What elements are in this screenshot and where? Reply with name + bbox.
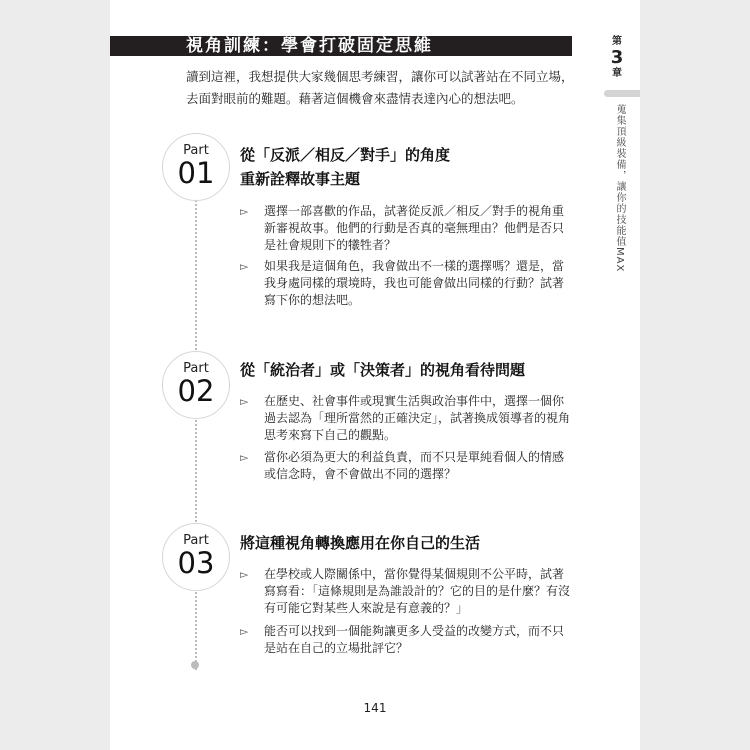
heading-line: 將這種視角轉換應用在你自己的生活 xyxy=(240,534,481,552)
bullet-item xyxy=(240,566,575,617)
arrow-bullet-icon: ▻ xyxy=(240,260,249,273)
part-heading-03 xyxy=(240,531,570,555)
arrow-bullet-icon: ▻ xyxy=(240,395,249,408)
part-label: Part xyxy=(183,361,209,376)
timeline-end-dot xyxy=(191,661,199,669)
heading-line: 從「反派／相反／對手」的角度 xyxy=(240,146,451,164)
arrow-bullet-icon: ▻ xyxy=(240,451,249,464)
arrow-bullet-icon: ▻ xyxy=(240,568,249,581)
part-number: 03 xyxy=(177,546,215,580)
side-chapter-title: 蒐集頂級裝備，讓你的技能值MAX xyxy=(614,104,625,273)
arrow-bullet-icon: ▻ xyxy=(240,625,249,638)
part-label: Part xyxy=(183,533,209,548)
chapter-label-top: 第 xyxy=(612,36,622,47)
arrow-bullet-icon: ▻ xyxy=(240,205,249,218)
part-badge-03 xyxy=(162,523,230,591)
bullet-item xyxy=(240,393,575,444)
bullet-text: 選擇一部喜歡的作品，試著從反派／相反／對手的視角重新審視故事。他們的行動是否真的毫無理由？他們是否只是社會規則下的犧牲者？ xyxy=(264,204,565,252)
heading-line: 從「統治者」或「決策者」的視角看待問題 xyxy=(240,361,526,379)
part-number: 02 xyxy=(177,374,215,408)
bullet-item xyxy=(240,258,575,309)
part-number: 01 xyxy=(177,156,215,190)
bullet-item xyxy=(240,203,575,254)
part-badge-02 xyxy=(162,351,230,419)
page-number: 141 xyxy=(363,701,387,715)
bullet-item xyxy=(240,623,575,657)
bullet-text: 能否可以找到一個能夠讓更多人受益的改變方式，而不只是站在自己的立場批評它？ xyxy=(264,624,565,655)
bullet-text: 如果我是這個角色，我會做出不一樣的選擇嗎？還是，當我身處同樣的環境時，我也可能會做出同樣的行動？試著寫下你的想法吧。 xyxy=(264,259,565,307)
chapter-band xyxy=(604,90,640,97)
heading-line: 重新詮釋故事主題 xyxy=(240,170,361,188)
bullet-text: 在學校或人際關係中，當你覺得某個規則不公平時，試著寫寫看：「這條規則是為誰設計的？它的目的是什麼？有沒有可能它對某些人來說是有意義的？」 xyxy=(264,567,571,615)
part-label: Part xyxy=(183,143,209,158)
bullet-item xyxy=(240,449,575,483)
bullet-text: 在歷史、社會事件或現實生活與政治事件中，選擇一個你過去認為「理所當然的正確決定」，試著換成領導者的視角思考來寫下自己的觀點。 xyxy=(264,394,571,442)
chapter-tab xyxy=(604,36,630,80)
intro-paragraph: 讀到這裡，我想提供大家幾個思考練習，讓你可以試著站在不同立場，去面對眼前的難題。藉著這個機會來盡情表達內心的想法吧。 xyxy=(186,69,574,106)
part-heading-02 xyxy=(240,358,570,382)
part-badge-01 xyxy=(162,133,230,201)
timeline-line xyxy=(195,180,197,670)
bullet-text: 當你必須為更大的利益負責，而不只是單純看個人的情感或信念時，會不會做出不同的選擇？ xyxy=(264,450,565,481)
section-title: 視角訓練：學會打破固定思維 xyxy=(110,36,572,56)
chapter-label-bottom: 章 xyxy=(612,68,622,79)
chapter-number: 3 xyxy=(610,47,624,68)
part-heading-01 xyxy=(240,143,570,191)
